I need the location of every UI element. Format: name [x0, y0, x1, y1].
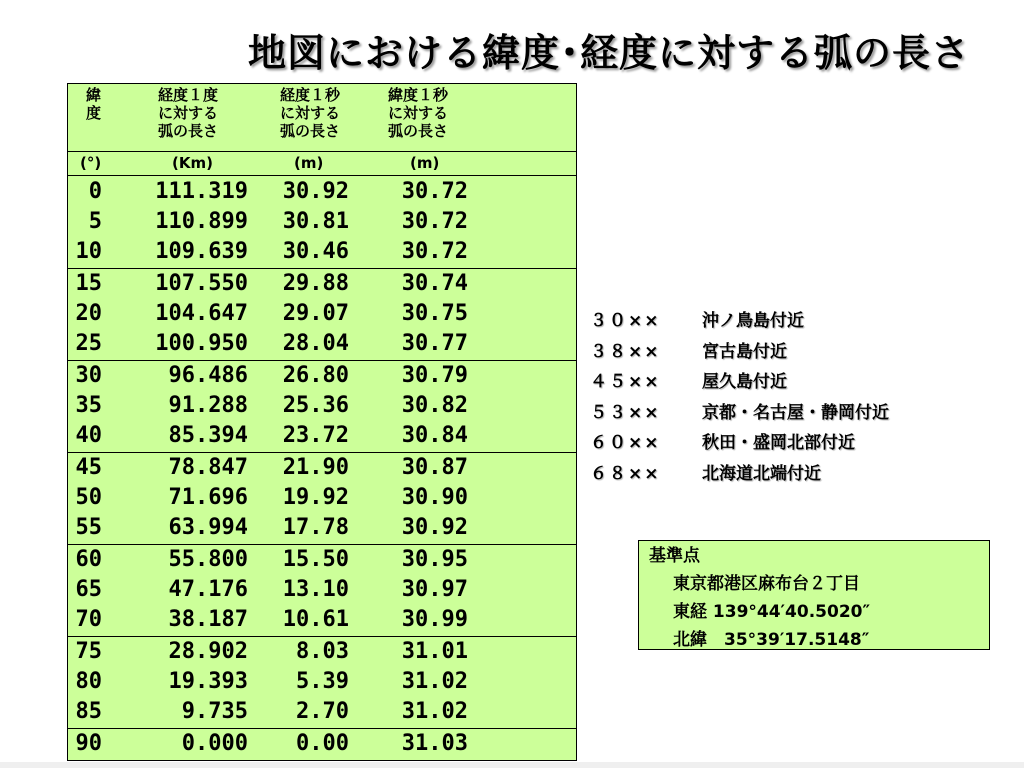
reference-address: 東京都港区麻布台２丁目 [673, 574, 860, 594]
note-item [590, 306, 889, 337]
latitude-cell: 50 [75, 485, 102, 510]
latitude-cell: 70 [75, 607, 102, 632]
table-row-group [68, 361, 576, 453]
table-row [68, 177, 576, 207]
note-item [590, 428, 889, 459]
unit-degree: (°) [80, 154, 102, 172]
km-per-degree-cell: 55.800 [168, 547, 248, 572]
note-code: ５３×× [590, 402, 661, 423]
lat-per-second-cell: 30.90 [401, 485, 468, 510]
reference-latitude: 北緯 35°39′17.5148″ [673, 630, 870, 650]
lon-per-second-cell: 26.80 [282, 363, 349, 388]
table-row [68, 329, 576, 359]
latitude-cell: 15 [75, 271, 102, 296]
note-text: 宮古島付近 [702, 341, 787, 362]
header-km-line-2: に対する [158, 104, 219, 122]
table-row-group [68, 269, 576, 361]
latitude-cell: 80 [75, 669, 102, 694]
bottom-bar [0, 762, 1024, 768]
reference-point-box [638, 540, 990, 650]
unit-row [68, 152, 576, 176]
lat-per-second-cell: 30.77 [401, 331, 468, 356]
km-per-degree-cell: 78.847 [168, 455, 248, 480]
note-item [590, 398, 889, 429]
table-row [68, 269, 576, 299]
lat-per-second-cell: 30.79 [401, 363, 468, 388]
km-per-degree-cell: 107.550 [155, 271, 248, 296]
km-per-degree-cell: 28.902 [168, 639, 248, 664]
lat-per-second-cell: 30.72 [401, 209, 468, 234]
km-per-degree-cell: 109.639 [155, 239, 248, 264]
latitude-cell: 90 [75, 731, 102, 756]
table-row [68, 697, 576, 727]
lon-per-second-cell: 5.39 [296, 669, 349, 694]
lon-per-second-cell: 19.92 [282, 485, 349, 510]
arc-length-table [67, 83, 577, 761]
latitude-cell: 85 [75, 699, 102, 724]
lat-per-second-cell: 30.82 [401, 393, 468, 418]
lon-per-second-cell: 2.70 [296, 699, 349, 724]
header-km-per-degree [158, 86, 218, 140]
km-per-degree-cell: 91.288 [168, 393, 248, 418]
note-text: 秋田・盛岡北部付近 [702, 433, 855, 453]
lat-per-second-cell: 30.72 [401, 179, 468, 204]
lon-per-second-cell: 30.81 [282, 209, 349, 234]
km-per-degree-cell: 104.647 [155, 301, 248, 326]
table-row [68, 575, 576, 605]
header-lon-line-1: 経度１秒 [280, 86, 341, 104]
header-lon-line-2: に対する [280, 104, 341, 122]
note-code: ３８×× [590, 341, 661, 362]
table-row [68, 361, 576, 391]
lat-per-second-cell: 30.92 [401, 515, 468, 540]
km-per-degree-cell: 63.994 [168, 515, 248, 540]
lat-per-second-cell: 30.74 [401, 271, 468, 296]
latitude-cell: 30 [75, 363, 102, 388]
table-row-group [68, 545, 576, 637]
lon-per-second-cell: 17.78 [282, 515, 349, 540]
latitude-cell: 65 [75, 577, 102, 602]
header-lat-line-2: に対する [388, 104, 449, 122]
lat-per-second-cell: 31.02 [401, 669, 468, 694]
lat-per-second-cell: 30.97 [401, 577, 468, 602]
table-row [68, 513, 576, 543]
reference-heading: 基準点 [649, 546, 700, 566]
latitude-cell: 35 [75, 393, 102, 418]
km-per-degree-cell: 111.319 [155, 179, 248, 204]
lon-per-second-cell: 30.92 [282, 179, 349, 204]
header-km-line-1: 経度１度 [158, 86, 219, 104]
latitude-notes [590, 306, 889, 489]
note-item [590, 337, 889, 368]
table-row-group [68, 177, 576, 269]
header-lat-line-1: 緯度１秒 [388, 86, 449, 104]
unit-m-lat: (m) [410, 154, 440, 172]
header-lon-per-second [280, 86, 340, 140]
lon-per-second-cell: 28.04 [282, 331, 349, 356]
table-row-group [68, 453, 576, 545]
latitude-cell: 5 [88, 209, 102, 234]
lat-per-second-cell: 30.72 [401, 239, 468, 264]
lat-per-second-cell: 30.95 [401, 547, 468, 572]
lon-per-second-cell: 29.88 [282, 271, 349, 296]
lat-per-second-cell: 30.99 [401, 607, 468, 632]
table-row [68, 729, 576, 759]
table-row [68, 299, 576, 329]
lon-per-second-cell: 10.61 [282, 607, 349, 632]
unit-m-lon: (m) [294, 154, 324, 172]
table-row [68, 207, 576, 237]
header-latitude [86, 86, 101, 122]
table-row [68, 605, 576, 635]
table-row [68, 545, 576, 575]
table-header [68, 84, 576, 152]
reference-longitude: 東経 139°44′40.5020″ [673, 602, 871, 622]
header-km-line-3: 弧の長さ [158, 122, 219, 140]
header-lon-line-3: 弧の長さ [280, 122, 341, 140]
header-lat-per-second [388, 86, 448, 140]
table-row [68, 391, 576, 421]
km-per-degree-cell: 38.187 [168, 607, 248, 632]
km-per-degree-cell: 71.696 [168, 485, 248, 510]
note-text: 沖ノ鳥島付近 [702, 311, 804, 331]
lat-per-second-cell: 31.03 [401, 731, 468, 756]
lon-per-second-cell: 23.72 [282, 423, 349, 448]
note-code: ６０×× [590, 433, 661, 453]
km-per-degree-cell: 85.394 [168, 423, 248, 448]
latitude-cell: 20 [75, 301, 102, 326]
note-text: 京都・名古屋・静岡付近 [702, 402, 889, 423]
latitude-cell: 45 [75, 455, 102, 480]
note-item [590, 459, 889, 490]
header-latitude-line-2: 度 [86, 104, 102, 122]
latitude-cell: 55 [75, 515, 102, 540]
latitude-cell: 75 [75, 639, 102, 664]
latitude-cell: 10 [75, 239, 102, 264]
lon-per-second-cell: 0.00 [296, 731, 349, 756]
km-per-degree-cell: 110.899 [155, 209, 248, 234]
km-per-degree-cell: 100.950 [155, 331, 248, 356]
lon-per-second-cell: 25.36 [282, 393, 349, 418]
km-per-degree-cell: 47.176 [168, 577, 248, 602]
lat-per-second-cell: 30.84 [401, 423, 468, 448]
km-per-degree-cell: 9.735 [181, 699, 248, 724]
lon-per-second-cell: 30.46 [282, 239, 349, 264]
unit-km: (Km) [172, 154, 213, 172]
table-row-group [68, 637, 576, 729]
latitude-cell: 0 [88, 179, 102, 204]
table-row [68, 421, 576, 451]
lon-per-second-cell: 21.90 [282, 455, 349, 480]
latitude-cell: 60 [75, 547, 102, 572]
note-code: ６８×× [590, 463, 661, 484]
lat-per-second-cell: 30.87 [401, 455, 468, 480]
note-text: 屋久島付近 [702, 372, 787, 392]
latitude-cell: 40 [75, 423, 102, 448]
lon-per-second-cell: 8.03 [296, 639, 349, 664]
lat-per-second-cell: 30.75 [401, 301, 468, 326]
lon-per-second-cell: 15.50 [282, 547, 349, 572]
lat-per-second-cell: 31.01 [401, 639, 468, 664]
page-title: 地図における緯度･経度に対する弧の長さ [247, 31, 970, 75]
table-row [68, 483, 576, 513]
note-code: ３０×× [590, 311, 661, 331]
note-item [590, 367, 889, 398]
note-text: 北海道北端付近 [702, 463, 821, 484]
km-per-degree-cell: 96.486 [168, 363, 248, 388]
table-row [68, 237, 576, 267]
header-lat-line-3: 弧の長さ [388, 122, 449, 140]
header-latitude-line-1: 緯 [86, 86, 102, 104]
km-per-degree-cell: 19.393 [168, 669, 248, 694]
lon-per-second-cell: 13.10 [282, 577, 349, 602]
table-row [68, 637, 576, 667]
table-row [68, 667, 576, 697]
lon-per-second-cell: 29.07 [282, 301, 349, 326]
latitude-cell: 25 [75, 331, 102, 356]
table-row [68, 453, 576, 483]
note-code: ４５×× [590, 372, 661, 392]
lat-per-second-cell: 31.02 [401, 699, 468, 724]
km-per-degree-cell: 0.000 [181, 731, 248, 756]
